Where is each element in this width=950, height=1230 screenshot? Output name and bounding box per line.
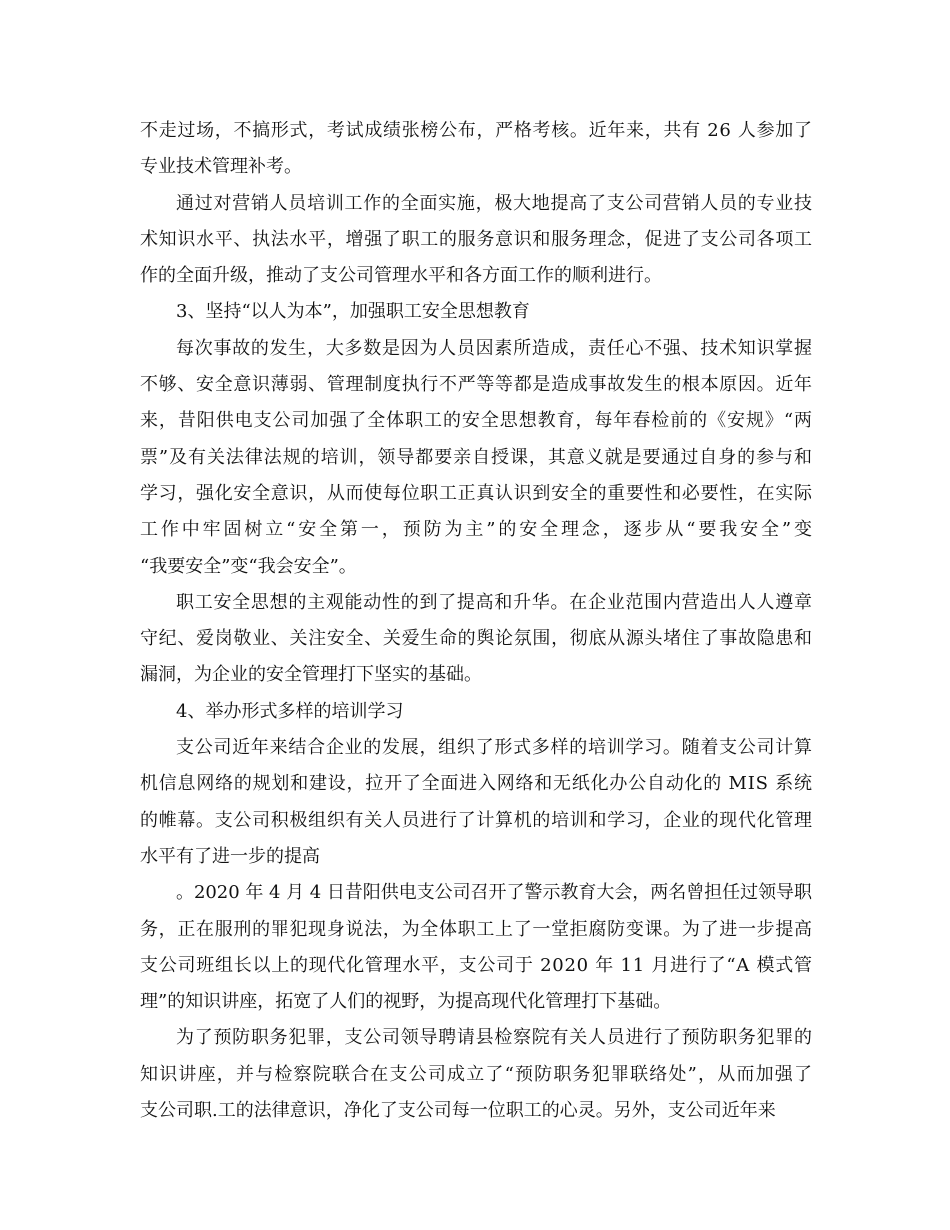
text-line: 来，昔阳供电支公司加强了全体职工的安全思想教育，每年春检前的《安规》“两: [140, 410, 813, 432]
document-body: [140, 113, 815, 1129]
text-line: 作的全面升级，推动了支公司管理水平和各方面工作的顺利进行。: [140, 265, 662, 287]
text-line: 知识讲座，并与检察院联合在支公司成立了“预防职务犯罪联络处”，从而加强了: [140, 1063, 814, 1085]
text-line: 每次事故的发生，大多数是因为人员因素所造成，责任心不强、技术知识掌握: [176, 337, 813, 359]
text-line: “我要安全”变“我会安全”。: [140, 555, 357, 577]
text-line: 支公司近年来结合企业的发展，组织了形式多样的培训学习。随着支公司计算: [176, 737, 813, 759]
text-line: 通过对营销人员培训工作的全面实施，极大地提高了支公司营销人员的专业技: [176, 192, 813, 214]
text-line: 的帷幕。支公司积极组织有关人员进行了计算机的培训和学习，企业的现代化管理: [140, 809, 813, 831]
text-line: 不够、安全意识薄弱、管理制度执行不严等等都是造成事故发生的根本原因。近年: [140, 374, 813, 396]
text-line: 4、举办形式多样的培训学习: [176, 700, 404, 722]
text-line: 水平有了进一步的提高: [140, 845, 320, 867]
text-line: 务，正在服刑的罪犯现身说法，为全体职工上了一堂拒腐防变课。为了进一步提高: [140, 918, 813, 940]
text-line: 理”的知识讲座，拓宽了人们的视野，为提高现代化管理打下基础。: [140, 991, 672, 1013]
text-line: 。2020 年 4 月 4 日昔阳供电支公司召开了警示教育大会，两名曾担任过领导职: [176, 882, 812, 904]
text-line: 职工安全思想的主观能动性的到了提高和升华。在企业范围内营造出人人遵章: [176, 591, 813, 613]
text-line: 不走过场，不搞形式，考试成绩张榜公布，严格考核。近年来，共有 26 人参加了: [140, 120, 813, 141]
text-line: 专业技术管理补考。: [140, 156, 302, 178]
text-line: 机信息网络的规划和建设，拉开了全面进入网络和无纸化办公自动化的 MIS 系统: [140, 773, 813, 795]
text-line: 守纪、爱岗敬业、关注安全、关爱生命的舆论氛围，彻底从源头堵住了事故隐患和: [140, 628, 813, 650]
text-line: 学习，强化安全意识，从而使每位职工正真认识到安全的重要性和必要性，在实际: [140, 482, 813, 504]
text-line: 为了预防职务犯罪，支公司领导聘请县检察院有关人员进行了预防职务犯罪的: [176, 1027, 813, 1049]
text-line: 漏洞，为企业的安全管理打下坚实的基础。: [140, 664, 482, 686]
text-line: 工作中牢固树立“安全第一，预防为主”的安全理念，逐步从“要我安全”变: [140, 519, 815, 541]
text-line: 支公司班组长以上的现代化管理水平，支公司于 2020 年 11 月进行了“A 模式管: [140, 954, 813, 976]
text-line: 术知识水平、执法水平，增强了职工的服务意识和服务理念，促进了支公司各项工: [140, 228, 813, 250]
text-line: 支公司职.工的法律意识，净化了支公司每一位职工的心灵。另外，支公司近年来: [140, 1100, 776, 1122]
text-line: 票”及有关法律法规的培训，领导都要亲自授课，其意义就是要通过自身的参与和: [140, 446, 813, 468]
text-line: 3、坚持“以人为本”，加强职工安全思想教育: [176, 301, 530, 323]
